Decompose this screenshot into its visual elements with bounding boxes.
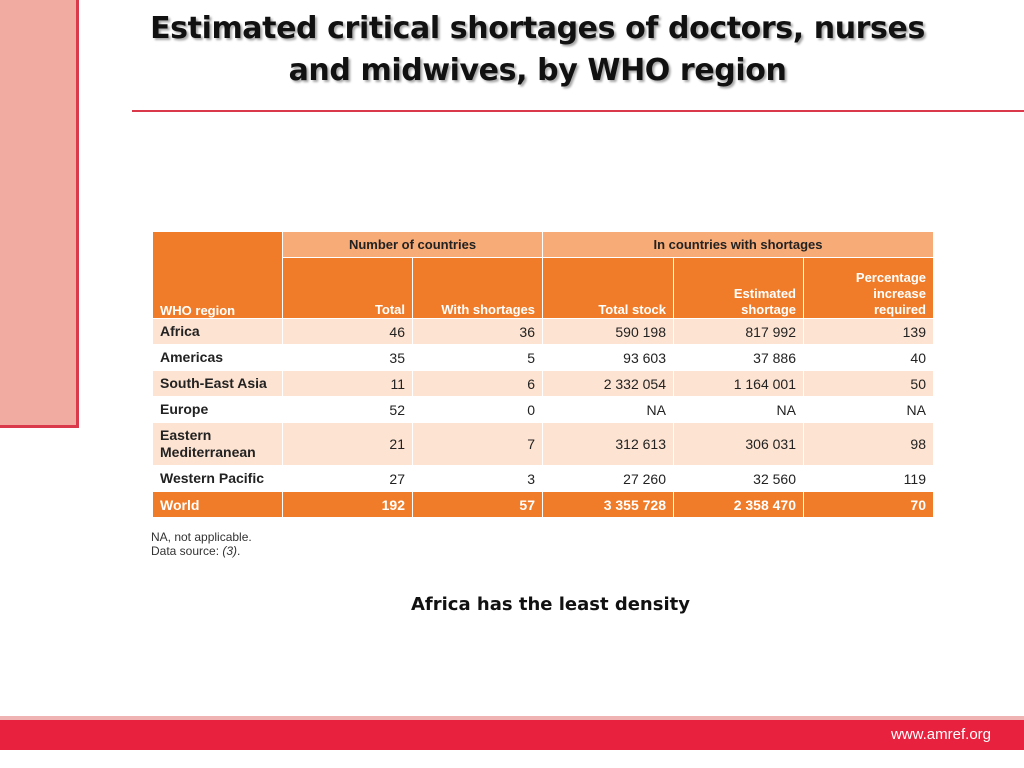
col-header-region: WHO region [153, 232, 283, 319]
group-header-countries: Number of countries [283, 232, 543, 258]
footer-base [0, 750, 1024, 768]
cell-with-shortages: 7 [413, 423, 543, 466]
cell-pct-increase: NA [804, 397, 934, 423]
cell-total-stock: 93 603 [543, 345, 674, 371]
cell-total-stock: 590 198 [543, 319, 674, 345]
cell-region: World [153, 492, 283, 518]
table-row [153, 397, 934, 423]
cell-region: Eastern Mediterranean [153, 423, 283, 466]
shortage-table [152, 231, 934, 518]
col-header-estimated-shortage: Estimated shortage [674, 258, 804, 319]
group-header-shortages: In countries with shortages [543, 232, 934, 258]
cell-total: 46 [283, 319, 413, 345]
cell-region: Americas [153, 345, 283, 371]
footer-url: www.amref.org [890, 726, 991, 743]
cell-pct-increase: 139 [804, 319, 934, 345]
cell-pct-increase: 98 [804, 423, 934, 466]
col-header-total-stock: Total stock [543, 258, 674, 319]
cell-estimated-shortage: 32 560 [674, 466, 804, 492]
table-row [153, 345, 934, 371]
cell-pct-increase: 50 [804, 371, 934, 397]
side-decoration-panel [0, 0, 79, 428]
cell-total: 52 [283, 397, 413, 423]
col-header-with-shortages: With shortages [413, 258, 543, 319]
cell-estimated-shortage: 1 164 001 [674, 371, 804, 397]
cell-with-shortages: 5 [413, 345, 543, 371]
cell-total: 11 [283, 371, 413, 397]
cell-total: 192 [283, 492, 413, 518]
cell-pct-increase: 40 [804, 345, 934, 371]
cell-pct-increase: 70 [804, 492, 934, 518]
cell-with-shortages: 36 [413, 319, 543, 345]
cell-with-shortages: 0 [413, 397, 543, 423]
cell-total-stock: 3 355 728 [543, 492, 674, 518]
cell-total: 27 [283, 466, 413, 492]
cell-region: Western Pacific [153, 466, 283, 492]
na-note: NA, not applicable. [151, 530, 252, 544]
title-divider [132, 110, 1024, 112]
cell-estimated-shortage: 37 886 [674, 345, 804, 371]
cell-total-stock: 312 613 [543, 423, 674, 466]
group-header-row [153, 232, 934, 258]
cell-estimated-shortage: NA [674, 397, 804, 423]
cell-total-stock: 2 332 054 [543, 371, 674, 397]
table-row [153, 371, 934, 397]
slide-title-line-1: Estimated critical shortages of doctors, nurses [150, 11, 925, 46]
data-source-note: Data source: (3). [151, 544, 241, 558]
cell-estimated-shortage: 817 992 [674, 319, 804, 345]
slide-title-line-2: and midwives, by WHO region [288, 53, 787, 88]
cell-total-stock: NA [543, 397, 674, 423]
cell-pct-increase: 119 [804, 466, 934, 492]
cell-estimated-shortage: 2 358 470 [674, 492, 804, 518]
cell-total: 35 [283, 345, 413, 371]
col-header-total: Total [283, 258, 413, 319]
table-row [153, 466, 934, 492]
cell-with-shortages: 57 [413, 492, 543, 518]
cell-region: Europe [153, 397, 283, 423]
table-row [153, 319, 934, 345]
cell-estimated-shortage: 306 031 [674, 423, 804, 466]
cell-total-stock: 27 260 [543, 466, 674, 492]
cell-with-shortages: 3 [413, 466, 543, 492]
slide-caption: Africa has the least density [411, 594, 690, 615]
table-row [153, 423, 934, 466]
col-header-pct-increase: Percentage increase required [804, 258, 934, 319]
footer-bar [0, 720, 1024, 750]
cell-region: Africa [153, 319, 283, 345]
data-source-ref: (3) [222, 544, 238, 558]
cell-with-shortages: 6 [413, 371, 543, 397]
table-notes [151, 530, 252, 558]
cell-total: 21 [283, 423, 413, 466]
table-total-row [153, 492, 934, 518]
cell-region: South-East Asia [153, 371, 283, 397]
slide-title [95, 8, 980, 92]
